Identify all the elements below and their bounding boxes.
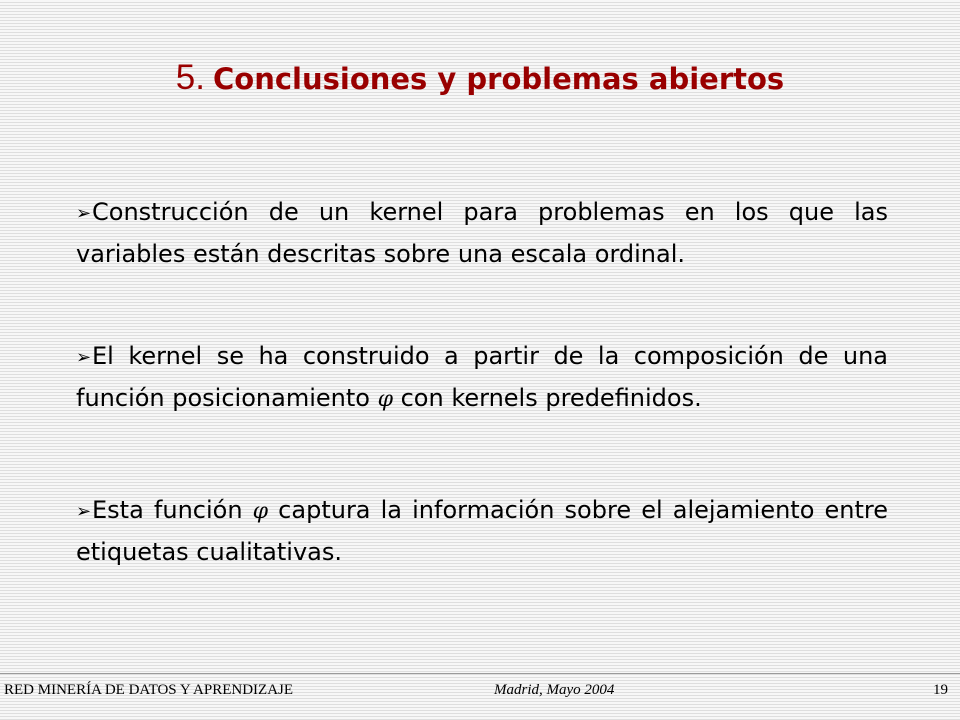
bullet-text: Esta función <box>92 496 253 524</box>
footer-organization: RED MINERÍA DE DATOS Y APRENDIZAJE <box>4 682 294 698</box>
bullet-text: Construcción de un kernel para problemas en los que las variables están descritas sobre una escala ordinal. <box>76 198 888 268</box>
bullet-item <box>76 490 888 573</box>
bullet-text: El kernel se ha construido a partir de la composición de una función posicionamiento <box>76 342 888 412</box>
footer-date-location: Madrid, Mayo 2004 <box>494 682 615 698</box>
bullet-item <box>76 336 888 420</box>
arrow-bullet-icon: ➢ <box>76 501 92 522</box>
bullet-item <box>76 192 888 275</box>
slide-footer <box>0 673 960 720</box>
arrow-bullet-icon: ➢ <box>76 203 92 224</box>
page-number: 19 <box>933 682 948 698</box>
bullet-text: con kernels predefinidos. <box>392 384 702 412</box>
slide-title <box>0 58 960 98</box>
phi-symbol: φ <box>252 499 269 524</box>
bullet-text: captura la información sobre el alejamiento entre etiquetas cualitativas. <box>76 496 888 566</box>
phi-symbol: φ <box>377 387 393 412</box>
title-text: Conclusiones y problemas abiertos <box>212 62 785 96</box>
arrow-bullet-icon: ➢ <box>76 347 92 368</box>
title-number: 5. <box>175 58 205 97</box>
